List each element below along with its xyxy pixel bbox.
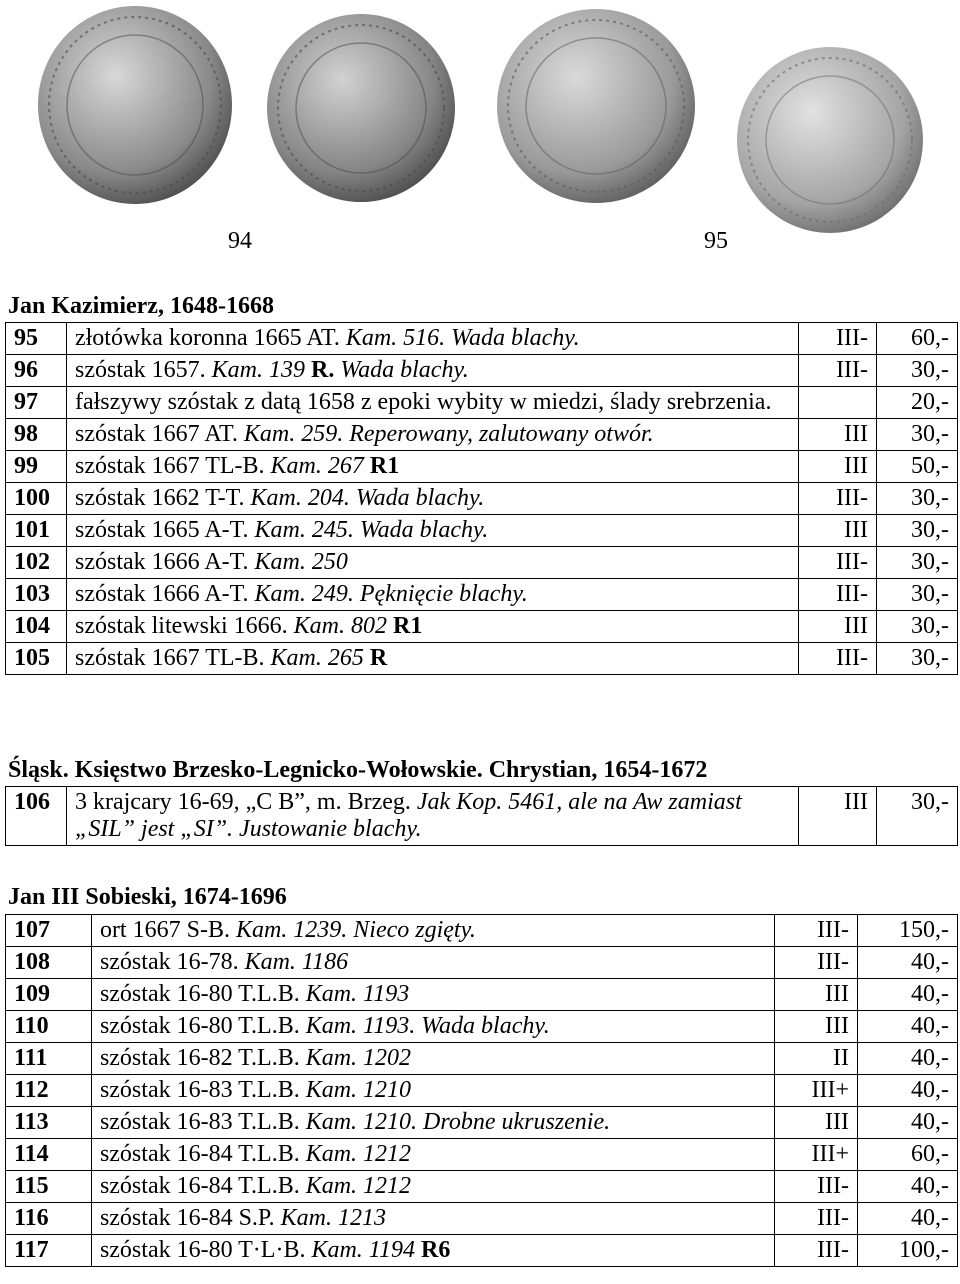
lot-description-part: szóstak 16-78. — [99, 949, 245, 975]
lot-grade: III — [799, 419, 877, 451]
lot-price: 30,- — [877, 355, 958, 387]
lot-description-part: 3 krajcary 16-69, „C B”, m. Brzeg. — [74, 789, 417, 815]
lot-grade: III+ — [775, 1075, 858, 1107]
lot-description — [91, 1011, 774, 1043]
section-title-jan-iii-sobieski: Jan III Sobieski, 1674-1696 — [8, 884, 287, 910]
lot-row — [6, 1139, 958, 1171]
lot-description-part: Kam. 1210 — [305, 1077, 412, 1103]
lot-description — [66, 387, 798, 419]
lot-price: 100,- — [858, 1235, 958, 1267]
lot-row — [6, 947, 958, 979]
lot-description-part: złotówka koronna 1665 AT. — [74, 325, 346, 351]
lot-number: 108 — [6, 947, 92, 979]
caption-94: 94 — [228, 228, 252, 254]
lot-description-part: ort 1667 S-B. — [99, 917, 236, 943]
lot-grade: III — [775, 979, 858, 1011]
lot-price: 40,- — [858, 1011, 958, 1043]
lot-description — [66, 451, 798, 483]
lot-grade: III- — [775, 947, 858, 979]
lot-description-part: szóstak litewski 1666. — [74, 613, 294, 639]
lot-number: 100 — [6, 483, 67, 515]
section-title-jan-kazimierz: Jan Kazimierz, 1648-1668 — [8, 293, 274, 319]
lot-number: 117 — [6, 1235, 92, 1267]
lot-number: 114 — [6, 1139, 92, 1171]
coin-94-reverse — [266, 13, 456, 203]
lot-price: 60,- — [877, 323, 958, 355]
lot-description — [66, 483, 798, 515]
coin-95-reverse — [736, 46, 924, 234]
lot-description — [91, 1171, 774, 1203]
lot-description — [91, 1235, 774, 1267]
lot-grade: III+ — [775, 1139, 858, 1171]
lot-row — [6, 547, 958, 579]
lot-grade: III- — [799, 355, 877, 387]
lot-number: 105 — [6, 643, 67, 675]
lot-grade: III- — [799, 323, 877, 355]
lot-description-part: szóstak 16-82 T.L.B. — [99, 1045, 306, 1071]
lot-description-part: szóstak 16-84 T.L.B. — [99, 1173, 306, 1199]
lot-row — [6, 1075, 958, 1107]
lot-description — [66, 643, 798, 675]
lot-description-part: R1 — [369, 453, 400, 479]
lot-description — [91, 1203, 774, 1235]
lot-price: 30,- — [877, 515, 958, 547]
lot-grade: III — [799, 787, 877, 846]
lot-description-part: Kam. 204. Wada blachy. — [250, 485, 485, 511]
lot-row — [6, 1043, 958, 1075]
lot-description-part: Kam. 1186 — [244, 949, 349, 975]
lot-row — [6, 611, 958, 643]
lot-description — [91, 947, 774, 979]
lot-grade: III- — [799, 547, 877, 579]
lot-description-part: szóstak 1662 T-T. — [74, 485, 251, 511]
lot-description-part: Kam. 1210. Drobne ukruszenie. — [305, 1109, 611, 1135]
lot-description-part: R — [369, 645, 388, 671]
lot-description-part: Kam. 1239. Nieco zgięty. — [235, 917, 476, 943]
lot-description-part: R. — [310, 357, 335, 383]
lot-number: 111 — [6, 1043, 92, 1075]
lot-description-part: Kam. 1194 — [311, 1237, 422, 1263]
lot-number: 110 — [6, 1011, 92, 1043]
lot-price: 20,- — [877, 387, 958, 419]
lot-description — [91, 915, 774, 947]
lot-grade: III- — [775, 1235, 858, 1267]
lot-description-part: Kam. 516. Wada blachy. — [345, 325, 580, 351]
lot-description-part: Kam. 1193. Wada blachy. — [305, 1013, 550, 1039]
lot-description-part: szóstak 1667 AT. — [74, 421, 244, 447]
lot-description-part: szóstak 16-80 T.L.B. — [99, 1013, 306, 1039]
lot-grade: III- — [799, 483, 877, 515]
lot-price: 40,- — [858, 1075, 958, 1107]
lot-description-part: szóstak 1667 TL-B. — [74, 645, 271, 671]
lot-description — [66, 515, 798, 547]
lot-description — [66, 787, 798, 846]
lot-description — [66, 611, 798, 643]
lot-description-part: Kam. 250 — [254, 549, 348, 575]
lot-description-part: Kam. 802 — [293, 613, 393, 639]
lot-row — [6, 387, 958, 419]
lot-row — [6, 787, 958, 846]
lot-description-part: Kam. 259. Reperowany, zalutowany otwór. — [243, 421, 654, 447]
lot-description — [66, 323, 798, 355]
lot-description-part: szóstak 16-80 T·L·B. — [99, 1237, 312, 1263]
lot-description — [66, 355, 798, 387]
lot-description-part: szóstak 1657. — [74, 357, 212, 383]
lot-grade: III- — [775, 1203, 858, 1235]
lot-row — [6, 979, 958, 1011]
lot-number: 98 — [6, 419, 67, 451]
lot-price: 50,- — [877, 451, 958, 483]
lot-number: 115 — [6, 1171, 92, 1203]
lot-grade: II — [775, 1043, 858, 1075]
lot-grade: III — [799, 451, 877, 483]
lot-row — [6, 355, 958, 387]
lot-description — [66, 579, 798, 611]
section-title-slask: Śląsk. Księstwo Brzesko-Legnicko-Wołowskie. Chrystian, 1654-1672 — [8, 757, 708, 783]
lot-row — [6, 1011, 958, 1043]
lot-description-part: Wada blachy. — [334, 357, 469, 383]
lot-price: 30,- — [877, 579, 958, 611]
coin-95-obverse — [496, 8, 696, 204]
lot-description — [91, 979, 774, 1011]
lot-price: 40,- — [858, 1203, 958, 1235]
lot-number: 113 — [6, 1107, 92, 1139]
lot-grade: III — [799, 515, 877, 547]
lot-number: 112 — [6, 1075, 92, 1107]
lot-description-part: R6 — [421, 1237, 451, 1263]
lot-grade — [799, 387, 877, 419]
lot-description — [91, 1139, 774, 1171]
lot-description-part: szóstak 16-83 T.L.B. — [99, 1109, 306, 1135]
lot-price: 40,- — [858, 979, 958, 1011]
lot-description-part: Kam. 1212 — [305, 1173, 412, 1199]
lot-number: 116 — [6, 1203, 92, 1235]
lot-price: 30,- — [877, 483, 958, 515]
lot-number: 95 — [6, 323, 67, 355]
lot-price: 30,- — [877, 611, 958, 643]
lot-number: 106 — [6, 787, 67, 846]
lot-number: 102 — [6, 547, 67, 579]
lot-description-part: Kam. 1213 — [280, 1205, 386, 1231]
lot-description-part: Jak Kop. 5461, ale na Aw zamiast „SIL” jest „SI”. Justowanie blachy. — [74, 789, 742, 842]
lot-row — [6, 323, 958, 355]
coin-photos — [0, 0, 960, 225]
lot-row — [6, 1203, 958, 1235]
lot-description-part: szóstak 16-83 T.L.B. — [99, 1077, 306, 1103]
lot-price: 30,- — [877, 547, 958, 579]
lot-number: 104 — [6, 611, 67, 643]
lot-price: 150,- — [858, 915, 958, 947]
lot-number: 109 — [6, 979, 92, 1011]
lot-description-part: Kam. 1193 — [305, 981, 410, 1007]
lot-grade: III- — [775, 915, 858, 947]
lot-description-part: Kam. 267 — [270, 453, 370, 479]
lot-price: 40,- — [858, 1043, 958, 1075]
lot-grade: III- — [775, 1171, 858, 1203]
lots-table-jan-kazimierz — [5, 322, 958, 675]
lot-description-part: Kam. 245. Wada blachy. — [254, 517, 489, 543]
lot-description-part: Kam. 249. Pęknięcie blachy. — [254, 581, 528, 607]
lot-grade: III- — [799, 643, 877, 675]
lot-description-part: Kam. 265 — [270, 645, 370, 671]
lot-description — [66, 419, 798, 451]
lot-price: 30,- — [877, 787, 958, 846]
lot-number: 101 — [6, 515, 67, 547]
lot-row — [6, 643, 958, 675]
lot-description-part: szóstak 16-84 T.L.B. — [99, 1141, 306, 1167]
lot-description — [66, 547, 798, 579]
lot-grade: III- — [799, 579, 877, 611]
lot-description-part: szóstak 16-80 T.L.B. — [99, 981, 306, 1007]
lot-row — [6, 483, 958, 515]
lot-row — [6, 1171, 958, 1203]
lot-price: 30,- — [877, 419, 958, 451]
lot-price: 40,- — [858, 947, 958, 979]
lot-number: 103 — [6, 579, 67, 611]
lot-number: 97 — [6, 387, 67, 419]
lot-description-part: R1 — [392, 613, 423, 639]
lot-description-part: szóstak 1666 A-T. — [74, 549, 255, 575]
lot-price: 40,- — [858, 1107, 958, 1139]
lot-row — [6, 1235, 958, 1267]
lot-row — [6, 419, 958, 451]
lot-description-part: Kam. 1212 — [305, 1141, 412, 1167]
lot-row — [6, 515, 958, 547]
lot-description — [91, 1043, 774, 1075]
lot-description-part: Kam. 1202 — [305, 1045, 412, 1071]
lot-description — [91, 1107, 774, 1139]
lot-price: 30,- — [877, 643, 958, 675]
lot-price: 60,- — [858, 1139, 958, 1171]
lots-table-slask — [5, 786, 958, 846]
lot-description-part: szóstak 1665 A-T. — [74, 517, 255, 543]
caption-95: 95 — [704, 228, 728, 254]
lot-row — [6, 451, 958, 483]
lot-description-part: szóstak 1667 TL-B. — [74, 453, 271, 479]
lot-grade: III — [775, 1011, 858, 1043]
lot-number: 107 — [6, 915, 92, 947]
coin-94-obverse — [37, 5, 233, 205]
lot-description-part: szóstak 16-84 S.P. — [99, 1205, 281, 1231]
lot-description — [91, 1075, 774, 1107]
lot-price: 40,- — [858, 1171, 958, 1203]
lot-row — [6, 915, 958, 947]
lot-number: 96 — [6, 355, 67, 387]
lot-row — [6, 579, 958, 611]
lot-description-part: fałszywy szóstak z datą 1658 z epoki wybity w miedzi, ślady srebrzenia. — [74, 389, 772, 415]
lot-description-part: Kam. 139 — [211, 357, 311, 383]
lot-grade: III — [799, 611, 877, 643]
lots-table-jan-iii-sobieski — [5, 914, 958, 1267]
lot-description-part: szóstak 1666 A-T. — [74, 581, 255, 607]
lot-grade: III — [775, 1107, 858, 1139]
lot-row — [6, 1107, 958, 1139]
lot-number: 99 — [6, 451, 67, 483]
